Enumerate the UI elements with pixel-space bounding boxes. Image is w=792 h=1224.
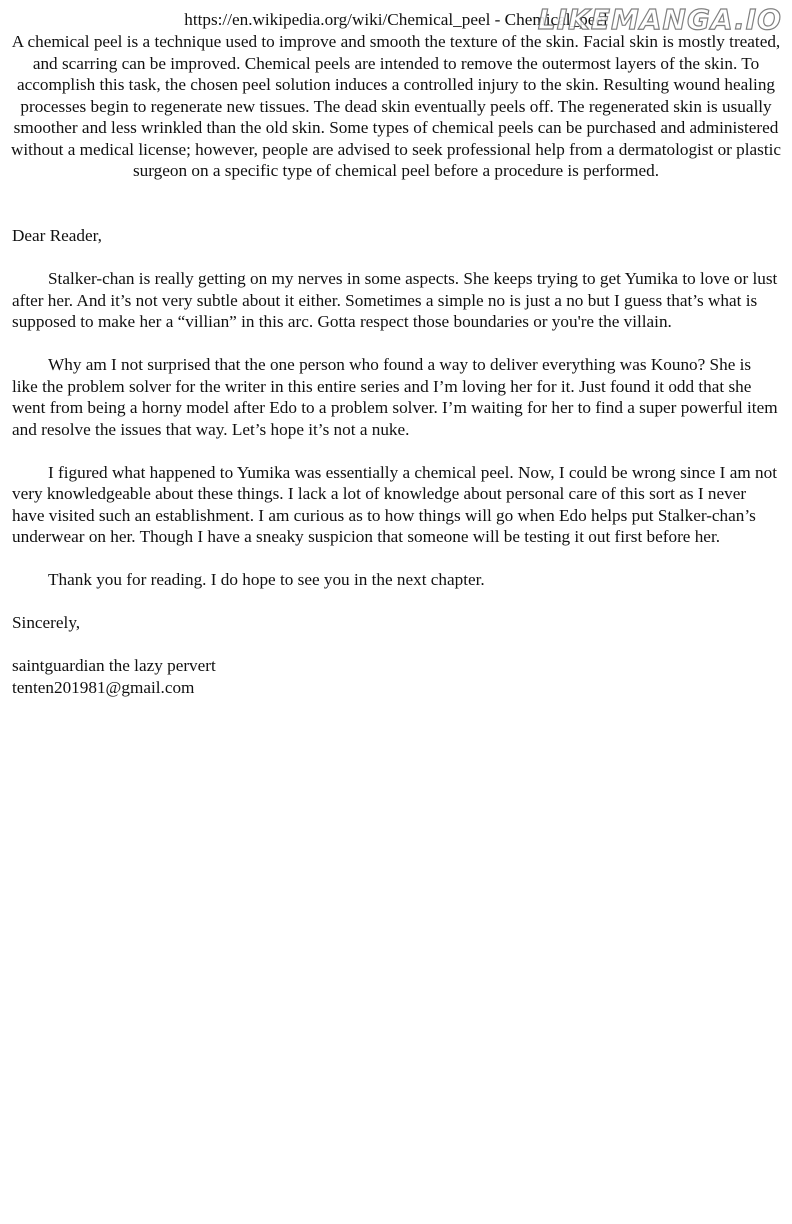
letter-paragraph-3: I figured what happened to Yumika was essentially a chemical peel. Now, I could be wrong since I am not very knowledgeable about these things. I lack a lot of knowledge about personal care of this sort as I never have visited such an establishment. I am curious as to how things will go when Edo helps put Stalker-chan’s underwear on her. Though I have a sneaky suspicion that someone will be testing it out first before her. (12, 462, 777, 546)
letter-closing: Sincerely, (12, 613, 81, 632)
letter-paragraph-2: Why am I not surprised that the one person who found a way to deliver everything was Kouno? She is like the problem solver for the writer in this entire series and I’m loving her for it. Just found it odd that she went from being a horny model after Edo to a problem solver. I’m waiting for her to find a super powerful item and resolve the issues that way. Let’s hope it’s not a nuke. (12, 355, 778, 439)
watermark-logo: LIKEMANGA.IO (537, 3, 782, 36)
letter-greeting: Dear Reader, (12, 226, 102, 245)
letter-body (12, 225, 780, 698)
signature-name: saintguardian the lazy pervert (12, 656, 216, 675)
letter-paragraph-4: Thank you for reading. I do hope to see you in the next chapter. (48, 570, 485, 589)
letter-paragraph-1: Stalker-chan is really getting on my nerves in some aspects. She keeps trying to get Yumika to love or lust after her. And it’s not very subtle about it either. Sometimes a simple no is just a no but I guess that’s what is supposed to make her a “villian” in this arc. Gotta respect those boundaries or you're the villain. (12, 269, 778, 331)
intro-paragraph: A chemical peel is a technique used to improve and smooth the texture of the skin. Facial skin is mostly treated, and scarring can be improved. Chemical peels are intended to remove the outermost layers of the skin. To accomplish this task, the chosen peel solution induces a controlled injury to the skin. Resulting wound healing processes begin to regenerate new tissues. The dead skin eventually peels off. The regenerated skin is usually smoother and less wrinkled than the old skin. Some types of chemical peels can be purchased and administered without a medical license; however, people are advised to seek professional help from a dermatologist or plastic surgeon on a specific type of chemical peel before a procedure is performed. (10, 32, 782, 180)
source-url: https://en.wikipedia.org/wiki/Chemical_peel - Chemical_peel (184, 10, 608, 29)
signature-email: tenten201981@gmail.com (12, 677, 195, 697)
